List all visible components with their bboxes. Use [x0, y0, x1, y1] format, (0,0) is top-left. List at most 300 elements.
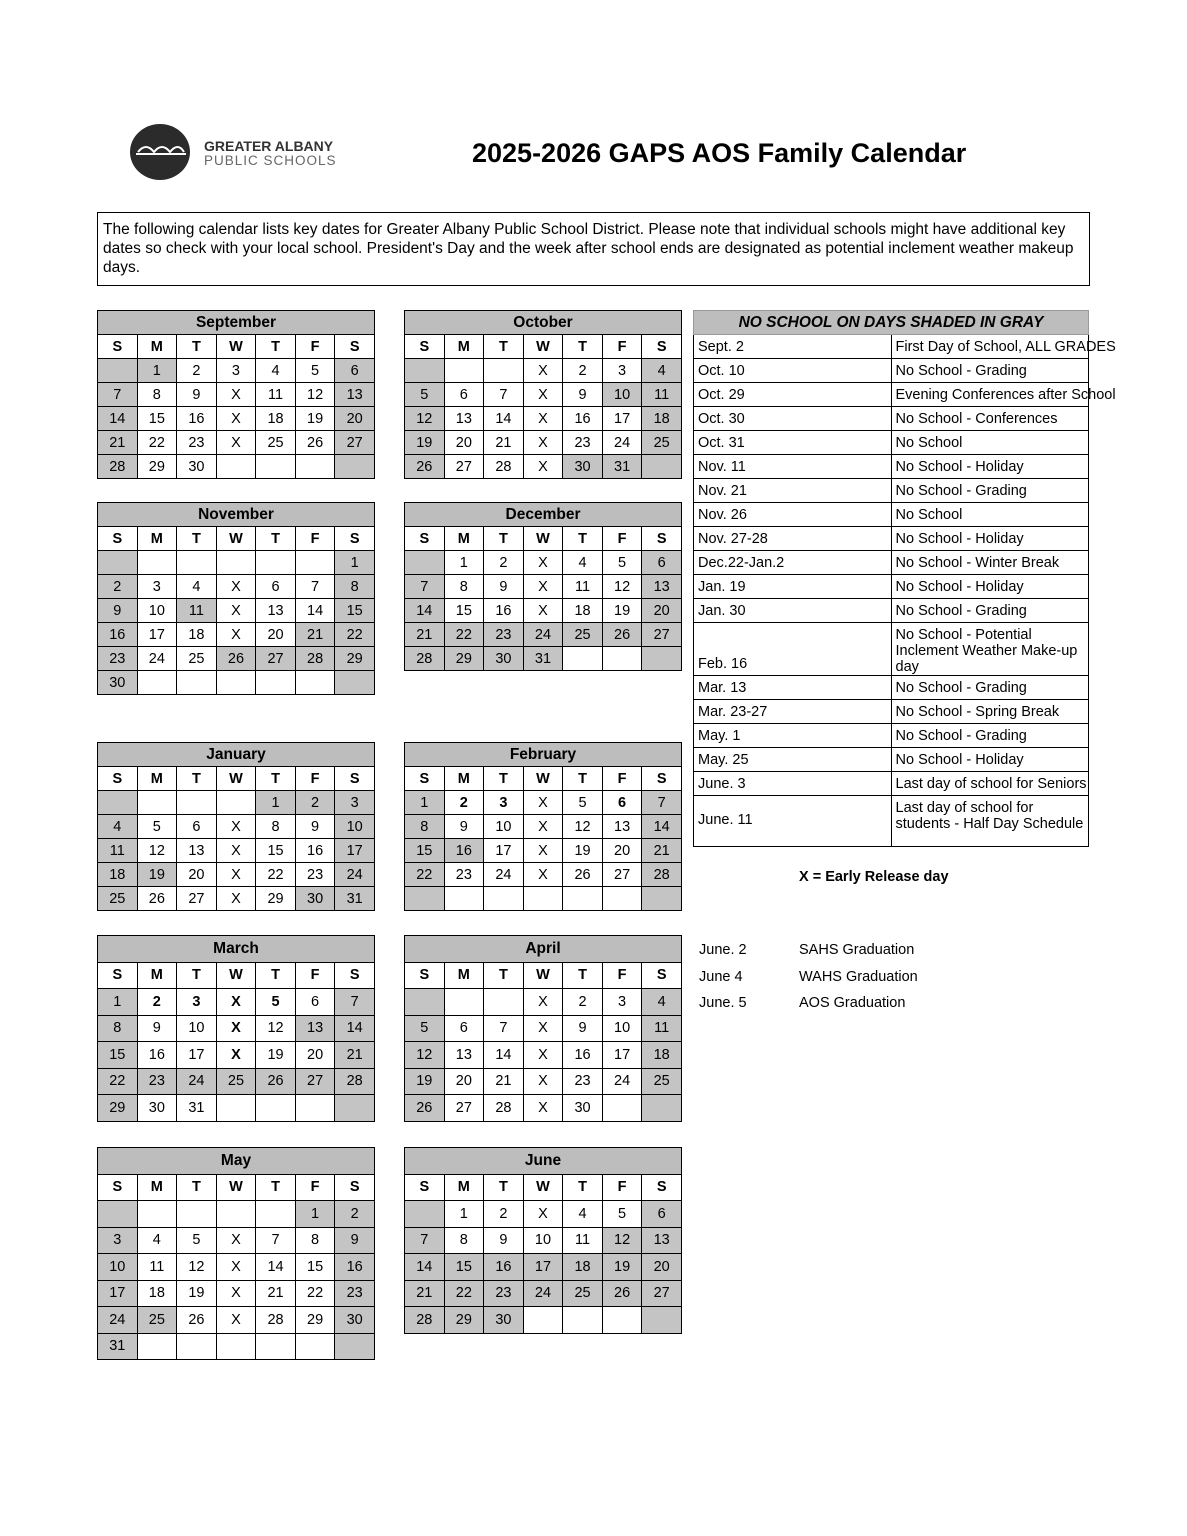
weekday-label: S [335, 527, 375, 551]
weekday-label: S [642, 527, 682, 551]
month-name: April [405, 936, 682, 963]
day-cell: 12 [602, 575, 642, 599]
weekday-label: S [642, 335, 682, 359]
day-cell: 15 [137, 407, 177, 431]
day-cell: 25 [177, 647, 217, 671]
month-name: June [405, 1148, 682, 1175]
day-cell: 25 [98, 887, 138, 911]
event-date: Oct. 29 [694, 383, 892, 407]
day-cell: X [216, 989, 256, 1016]
day-cell: 25 [256, 431, 296, 455]
day-cell: 3 [137, 575, 177, 599]
day-cell: 14 [295, 599, 335, 623]
day-cell: 27 [642, 623, 682, 647]
day-cell: 17 [523, 1254, 563, 1281]
day-cell: 16 [444, 839, 484, 863]
event-row [694, 527, 1089, 551]
month-name: November [98, 503, 375, 527]
day-cell: 26 [602, 1280, 642, 1307]
weekday-label: S [405, 767, 445, 791]
day-cell: 13 [602, 815, 642, 839]
event-row [694, 383, 1089, 407]
month-december [404, 502, 682, 671]
day-cell [216, 791, 256, 815]
day-cell: 27 [295, 1068, 335, 1095]
day-cell [405, 1201, 445, 1228]
event-date: Jan. 19 [694, 575, 892, 599]
weekday-label: T [484, 527, 524, 551]
legend-text: X = Early Release day [799, 869, 949, 885]
day-cell: 29 [444, 647, 484, 671]
day-cell: 6 [642, 551, 682, 575]
weekday-label: T [256, 1174, 296, 1201]
day-cell [523, 1307, 563, 1334]
weekday-label: T [563, 1174, 603, 1201]
day-cell: 22 [137, 431, 177, 455]
day-cell: 12 [295, 383, 335, 407]
day-cell [256, 551, 296, 575]
day-cell: X [523, 407, 563, 431]
weekday-label: T [563, 527, 603, 551]
day-cell: X [216, 1307, 256, 1334]
day-cell: 21 [295, 623, 335, 647]
day-cell: 5 [256, 989, 296, 1016]
weekday-label: S [405, 335, 445, 359]
event-row [694, 772, 1089, 796]
day-cell: 20 [642, 599, 682, 623]
day-cell: 15 [295, 1254, 335, 1281]
month-may [97, 1147, 375, 1360]
graduation-row [699, 969, 918, 996]
day-cell: 17 [602, 407, 642, 431]
day-cell: 1 [444, 1201, 484, 1228]
weekday-label: T [177, 1174, 217, 1201]
weekday-label: S [98, 527, 138, 551]
day-cell: 10 [602, 383, 642, 407]
day-cell: 7 [484, 1015, 524, 1042]
weekday-label: S [642, 962, 682, 989]
day-cell: 23 [137, 1068, 177, 1095]
day-cell: 21 [335, 1042, 375, 1069]
day-cell: 22 [335, 623, 375, 647]
day-cell: 22 [405, 863, 445, 887]
day-cell: 2 [98, 575, 138, 599]
day-cell [177, 551, 217, 575]
month-name: May [98, 1148, 375, 1175]
day-cell: X [523, 1068, 563, 1095]
day-cell: 2 [177, 359, 217, 383]
day-cell: 25 [137, 1307, 177, 1334]
weekday-label: M [137, 527, 177, 551]
day-cell: 14 [98, 407, 138, 431]
day-cell: X [523, 455, 563, 479]
event-row [694, 796, 1089, 847]
day-cell: 18 [98, 863, 138, 887]
day-cell [602, 887, 642, 911]
day-cell: 24 [335, 863, 375, 887]
day-cell [98, 1201, 138, 1228]
weekday-label: S [405, 1174, 445, 1201]
day-cell: 29 [98, 1095, 138, 1122]
day-cell: 19 [295, 407, 335, 431]
event-date: Sept. 2 [694, 335, 892, 359]
day-cell: 19 [177, 1280, 217, 1307]
weekday-label: T [256, 335, 296, 359]
weekday-label: F [295, 1174, 335, 1201]
day-cell [405, 887, 445, 911]
weekday-label: T [177, 767, 217, 791]
weekday-label: S [98, 962, 138, 989]
day-cell: 19 [405, 431, 445, 455]
day-cell: 2 [484, 551, 524, 575]
weekday-label: F [295, 335, 335, 359]
month-name: September [98, 311, 375, 335]
day-cell: 17 [177, 1042, 217, 1069]
day-cell: 4 [177, 575, 217, 599]
day-cell: 31 [335, 887, 375, 911]
event-date: Nov. 11 [694, 455, 892, 479]
graduations-list [699, 942, 918, 1022]
month-april [404, 935, 682, 1122]
day-cell: 21 [642, 839, 682, 863]
day-cell [295, 671, 335, 695]
weekday-label: M [137, 335, 177, 359]
weekday-label: W [216, 962, 256, 989]
day-cell: X [523, 431, 563, 455]
day-cell [137, 551, 177, 575]
day-cell: 4 [563, 1201, 603, 1228]
day-cell: 9 [137, 1015, 177, 1042]
day-cell [602, 647, 642, 671]
intro-text: The following calendar lists key dates for Greater Albany Public School District. Please note that individual schools might have additional key dates so check with your local school. President's Day and the week after school ends are designated as potential inclement weather makeup days. [97, 212, 1090, 286]
event-description: No School - Grading [891, 676, 1089, 700]
day-cell: 4 [642, 989, 682, 1016]
day-cell [642, 1307, 682, 1334]
event-date: Oct. 30 [694, 407, 892, 431]
day-cell [642, 1095, 682, 1122]
day-cell: 11 [256, 383, 296, 407]
day-cell: 30 [177, 455, 217, 479]
event-description: No School - Potential Inclement Weather Make-up day [891, 623, 1089, 676]
graduation-date: June. 2 [699, 942, 747, 958]
event-description: No School - Grading [891, 599, 1089, 623]
day-cell: 2 [484, 1201, 524, 1228]
weekday-label: T [177, 335, 217, 359]
weekday-label: S [335, 335, 375, 359]
day-cell: 22 [256, 863, 296, 887]
day-cell: 14 [484, 407, 524, 431]
weekday-label: T [484, 335, 524, 359]
day-cell: 6 [602, 791, 642, 815]
day-cell: 13 [335, 383, 375, 407]
day-cell: 13 [642, 1227, 682, 1254]
day-cell: 17 [137, 623, 177, 647]
day-cell: 16 [137, 1042, 177, 1069]
day-cell: 26 [602, 623, 642, 647]
day-cell: 30 [137, 1095, 177, 1122]
day-cell: 28 [335, 1068, 375, 1095]
day-cell: 18 [642, 1042, 682, 1069]
day-cell: 8 [256, 815, 296, 839]
day-cell [177, 671, 217, 695]
day-cell: 15 [444, 1254, 484, 1281]
day-cell: 6 [642, 1201, 682, 1228]
day-cell [405, 989, 445, 1016]
day-cell: 5 [177, 1227, 217, 1254]
day-cell: 5 [405, 383, 445, 407]
day-cell: 11 [177, 599, 217, 623]
event-description: First Day of School, ALL GRADES [891, 335, 1089, 359]
day-cell: 6 [444, 383, 484, 407]
day-cell: 26 [177, 1307, 217, 1334]
day-cell: 16 [98, 623, 138, 647]
day-cell: 12 [177, 1254, 217, 1281]
day-cell: 25 [563, 1280, 603, 1307]
day-cell: 26 [216, 647, 256, 671]
day-cell: 18 [137, 1280, 177, 1307]
day-cell: X [523, 815, 563, 839]
day-cell: X [216, 1227, 256, 1254]
event-row [694, 431, 1089, 455]
weekday-label: M [137, 767, 177, 791]
day-cell: 26 [295, 431, 335, 455]
month-name: December [405, 503, 682, 527]
day-cell: X [523, 1042, 563, 1069]
day-cell: 9 [484, 575, 524, 599]
day-cell: 14 [335, 1015, 375, 1042]
day-cell: 1 [256, 791, 296, 815]
weekday-label: T [563, 335, 603, 359]
day-cell [256, 1095, 296, 1122]
weekday-label: M [444, 335, 484, 359]
day-cell: 28 [484, 455, 524, 479]
day-cell: 7 [642, 791, 682, 815]
day-cell [405, 359, 445, 383]
day-cell: 5 [563, 791, 603, 815]
day-cell: 18 [177, 623, 217, 647]
day-cell: 3 [177, 989, 217, 1016]
day-cell: 28 [295, 647, 335, 671]
event-date: Jan. 30 [694, 599, 892, 623]
day-cell: X [216, 575, 256, 599]
day-cell: 5 [137, 815, 177, 839]
day-cell: 28 [256, 1307, 296, 1334]
day-cell [335, 1333, 375, 1360]
day-cell [563, 647, 603, 671]
weekday-label: F [602, 335, 642, 359]
day-cell: 17 [335, 839, 375, 863]
day-cell: 17 [602, 1042, 642, 1069]
day-cell: X [523, 575, 563, 599]
day-cell: 21 [256, 1280, 296, 1307]
day-cell: 7 [256, 1227, 296, 1254]
event-description: No School - Holiday [891, 527, 1089, 551]
day-cell: 13 [444, 1042, 484, 1069]
day-cell: 26 [405, 455, 445, 479]
weekday-label: S [335, 767, 375, 791]
day-cell [602, 1095, 642, 1122]
day-cell: 26 [563, 863, 603, 887]
day-cell: 28 [484, 1095, 524, 1122]
event-row [694, 335, 1089, 359]
day-cell: 11 [98, 839, 138, 863]
day-cell: 6 [256, 575, 296, 599]
day-cell: X [523, 839, 563, 863]
day-cell [642, 647, 682, 671]
event-date: Mar. 23-27 [694, 700, 892, 724]
event-row [694, 700, 1089, 724]
day-cell: 27 [444, 1095, 484, 1122]
event-row [694, 575, 1089, 599]
page-title: 2025-2026 GAPS AOS Family Calendar [472, 138, 967, 168]
day-cell: 24 [523, 1280, 563, 1307]
weekday-label: S [642, 767, 682, 791]
event-row [694, 503, 1089, 527]
day-cell: 10 [137, 599, 177, 623]
day-cell: 20 [256, 623, 296, 647]
day-cell: 9 [563, 383, 603, 407]
day-cell: 9 [335, 1227, 375, 1254]
event-description: No School [891, 503, 1089, 527]
event-date: June. 11 [694, 796, 892, 847]
day-cell: 3 [98, 1227, 138, 1254]
day-cell: 31 [602, 455, 642, 479]
day-cell: 26 [405, 1095, 445, 1122]
day-cell: 30 [335, 1307, 375, 1334]
weekday-label: M [444, 962, 484, 989]
day-cell: X [216, 839, 256, 863]
day-cell: 30 [98, 671, 138, 695]
day-cell: 3 [484, 791, 524, 815]
weekday-label: M [137, 962, 177, 989]
day-cell: X [523, 1095, 563, 1122]
day-cell: 9 [444, 815, 484, 839]
month-october [404, 310, 682, 479]
event-row [694, 455, 1089, 479]
day-cell [484, 989, 524, 1016]
day-cell: 20 [177, 863, 217, 887]
event-date: June. 3 [694, 772, 892, 796]
day-cell: 21 [484, 431, 524, 455]
day-cell: 24 [177, 1068, 217, 1095]
day-cell: 23 [98, 647, 138, 671]
event-row [694, 676, 1089, 700]
weekday-label: T [484, 962, 524, 989]
weekday-label: W [216, 767, 256, 791]
weekday-label: F [602, 962, 642, 989]
day-cell: 10 [602, 1015, 642, 1042]
event-date: Nov. 21 [694, 479, 892, 503]
day-cell: 22 [444, 623, 484, 647]
day-cell: 10 [177, 1015, 217, 1042]
day-cell: 27 [602, 863, 642, 887]
day-cell: 24 [137, 647, 177, 671]
weekday-label: S [405, 527, 445, 551]
day-cell: 3 [602, 989, 642, 1016]
day-cell [444, 887, 484, 911]
weekday-label: W [523, 335, 563, 359]
weekday-label: F [295, 527, 335, 551]
day-cell: 20 [444, 431, 484, 455]
day-cell: X [523, 863, 563, 887]
day-cell: 13 [256, 599, 296, 623]
day-cell: 11 [642, 1015, 682, 1042]
day-cell [216, 455, 256, 479]
day-cell: 10 [523, 1227, 563, 1254]
day-cell: X [216, 1254, 256, 1281]
day-cell: 5 [602, 551, 642, 575]
day-cell: 2 [335, 1201, 375, 1228]
event-description: No School - Conferences [891, 407, 1089, 431]
day-cell: 12 [405, 1042, 445, 1069]
event-date: Feb. 16 [694, 623, 892, 676]
day-cell: X [216, 815, 256, 839]
day-cell: 23 [177, 431, 217, 455]
day-cell: 21 [405, 623, 445, 647]
month-march [97, 935, 375, 1122]
weekday-label: F [295, 962, 335, 989]
day-cell: 20 [642, 1254, 682, 1281]
day-cell: 18 [563, 599, 603, 623]
day-cell: 19 [256, 1042, 296, 1069]
day-cell: X [216, 623, 256, 647]
day-cell: 26 [137, 887, 177, 911]
day-cell [177, 791, 217, 815]
day-cell: X [523, 1015, 563, 1042]
day-cell: X [216, 1042, 256, 1069]
day-cell: 21 [405, 1280, 445, 1307]
weekday-label: T [256, 962, 296, 989]
day-cell: 16 [295, 839, 335, 863]
event-description: No School - Grading [891, 479, 1089, 503]
day-cell: 13 [642, 575, 682, 599]
event-row [694, 407, 1089, 431]
day-cell: 16 [177, 407, 217, 431]
day-cell: 11 [563, 1227, 603, 1254]
month-name: October [405, 311, 682, 335]
day-cell: 10 [484, 815, 524, 839]
day-cell: 9 [98, 599, 138, 623]
weekday-label: F [602, 527, 642, 551]
weekday-label: T [256, 527, 296, 551]
day-cell: 19 [602, 1254, 642, 1281]
month-november [97, 502, 375, 695]
day-cell: 30 [563, 455, 603, 479]
day-cell: 7 [335, 989, 375, 1016]
day-cell: 30 [563, 1095, 603, 1122]
day-cell [137, 1333, 177, 1360]
day-cell: 19 [137, 863, 177, 887]
month-name: February [405, 743, 682, 767]
day-cell: 14 [405, 599, 445, 623]
day-cell: 27 [335, 431, 375, 455]
day-cell: 31 [98, 1333, 138, 1360]
day-cell: 27 [256, 647, 296, 671]
day-cell [523, 887, 563, 911]
weekday-label: M [137, 1174, 177, 1201]
day-cell [295, 551, 335, 575]
weekday-label: S [335, 962, 375, 989]
event-row [694, 551, 1089, 575]
day-cell: 24 [523, 623, 563, 647]
event-row [694, 479, 1089, 503]
day-cell: 17 [484, 839, 524, 863]
day-cell: 24 [602, 1068, 642, 1095]
day-cell: 25 [642, 431, 682, 455]
day-cell: X [216, 407, 256, 431]
weekday-label: W [523, 527, 563, 551]
day-cell [137, 671, 177, 695]
